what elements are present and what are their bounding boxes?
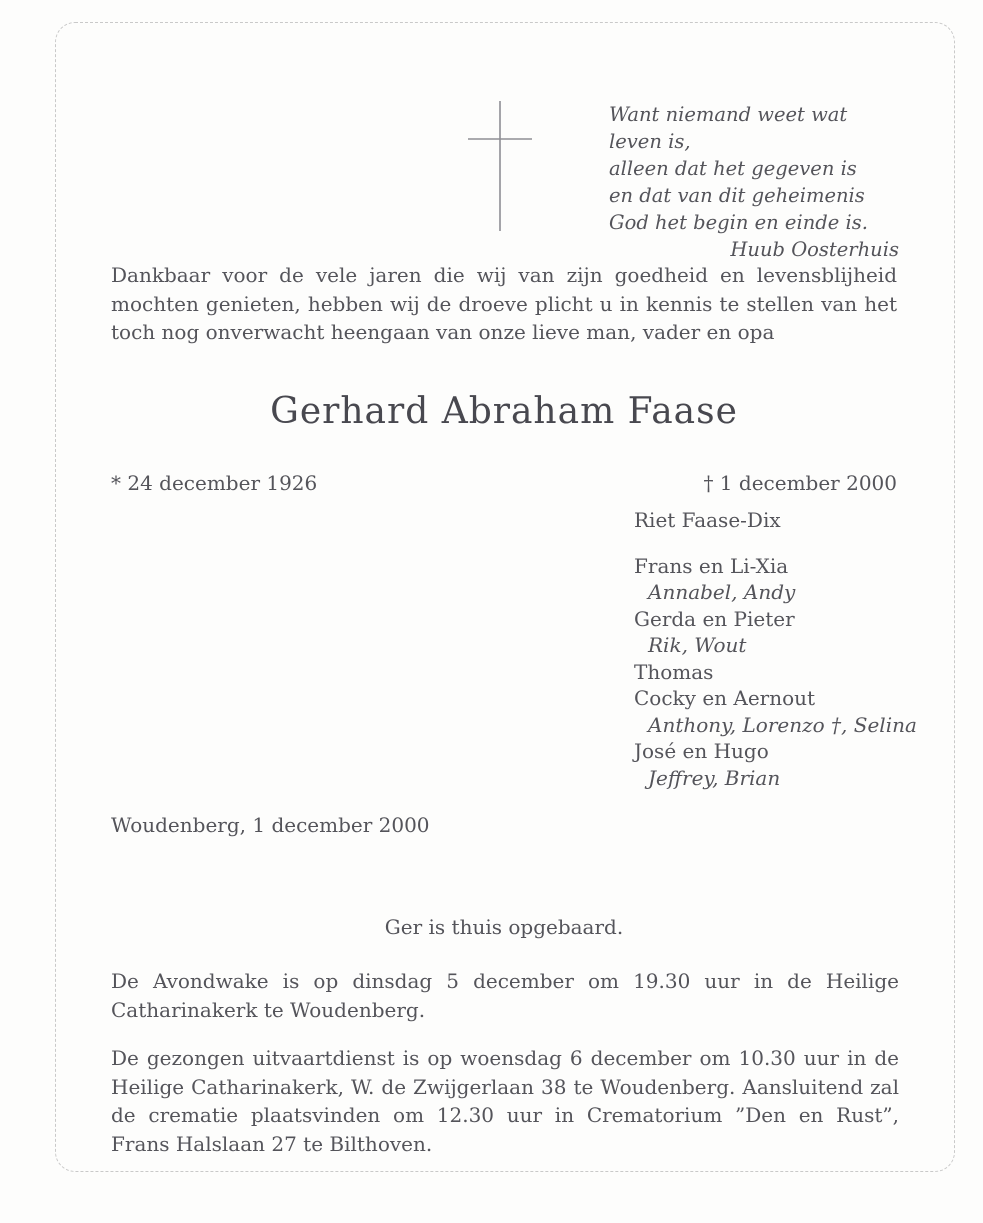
deceased-name: Gerhard Abraham Faase — [270, 391, 738, 432]
birth-date: * 24 december 1926 — [111, 471, 318, 495]
family-member-name: Cocky en Aernout — [634, 686, 816, 710]
family-member-name: Gerda en Pieter — [634, 606, 795, 631]
announcement-text: Dankbaar voor de vele jaren die wij van zijn goedheid en levensblijheid mochten genieten, hebben wij de droeve plicht u in kennis te stellen van het toch nog onverwacht heengaan van onze lieve man, vader en opa — [111, 263, 897, 344]
place-and-date: Woudenberg, 1 december 2000 — [111, 813, 430, 837]
family-member-name: Thomas — [634, 659, 714, 684]
service-paragraph: De gezongen uitvaartdienst is op woensdag 6 december om 10.30 uur in de Heilige Catharinakerk, W. de Zwijgerlaan 38 te Woudenberg. Aansluitend zal de crematie plaatsvinden om 12.30 uur in Crematorium ”Den en Rust”, Frans Halslaan 27 te Bilthoven. — [111, 1046, 899, 1156]
family-member-name: Riet Faase-Dix — [634, 508, 781, 532]
death-date: † 1 december 2000 — [703, 471, 897, 495]
family-member-name: José en Hugo — [634, 739, 769, 763]
cross-icon — [466, 99, 536, 233]
family-member-children: Jeffrey, Brian — [648, 765, 781, 790]
family-member-children: Rik, Wout — [648, 633, 747, 657]
repose-line: Ger is thuis opgebaard. — [384, 915, 624, 939]
poem-line: en dat van dit geheimenis — [609, 184, 865, 207]
poem-line: alleen dat het gegeven is — [609, 157, 857, 180]
family-member-children: Anthony, Lorenzo †, Selina — [648, 712, 917, 737]
wake-paragraph: De Avondwake is op dinsdag 5 december om 19.30 uur in de Heilige Catharinakerk te Woudenberg. — [111, 969, 899, 1022]
memorial-card — [55, 22, 955, 1172]
family-member-name: Frans en Li-Xia — [634, 553, 789, 578]
family-member-children: Annabel, Andy — [648, 580, 796, 604]
dates-row — [111, 471, 897, 495]
poem-line: Want niemand weet wat leven is, — [609, 103, 848, 153]
poem-line: God het begin en einde is. — [609, 211, 868, 234]
family-list — [634, 507, 917, 791]
poem-quote — [609, 101, 899, 263]
poem-attribution: Huub Oosterhuis — [730, 238, 899, 261]
